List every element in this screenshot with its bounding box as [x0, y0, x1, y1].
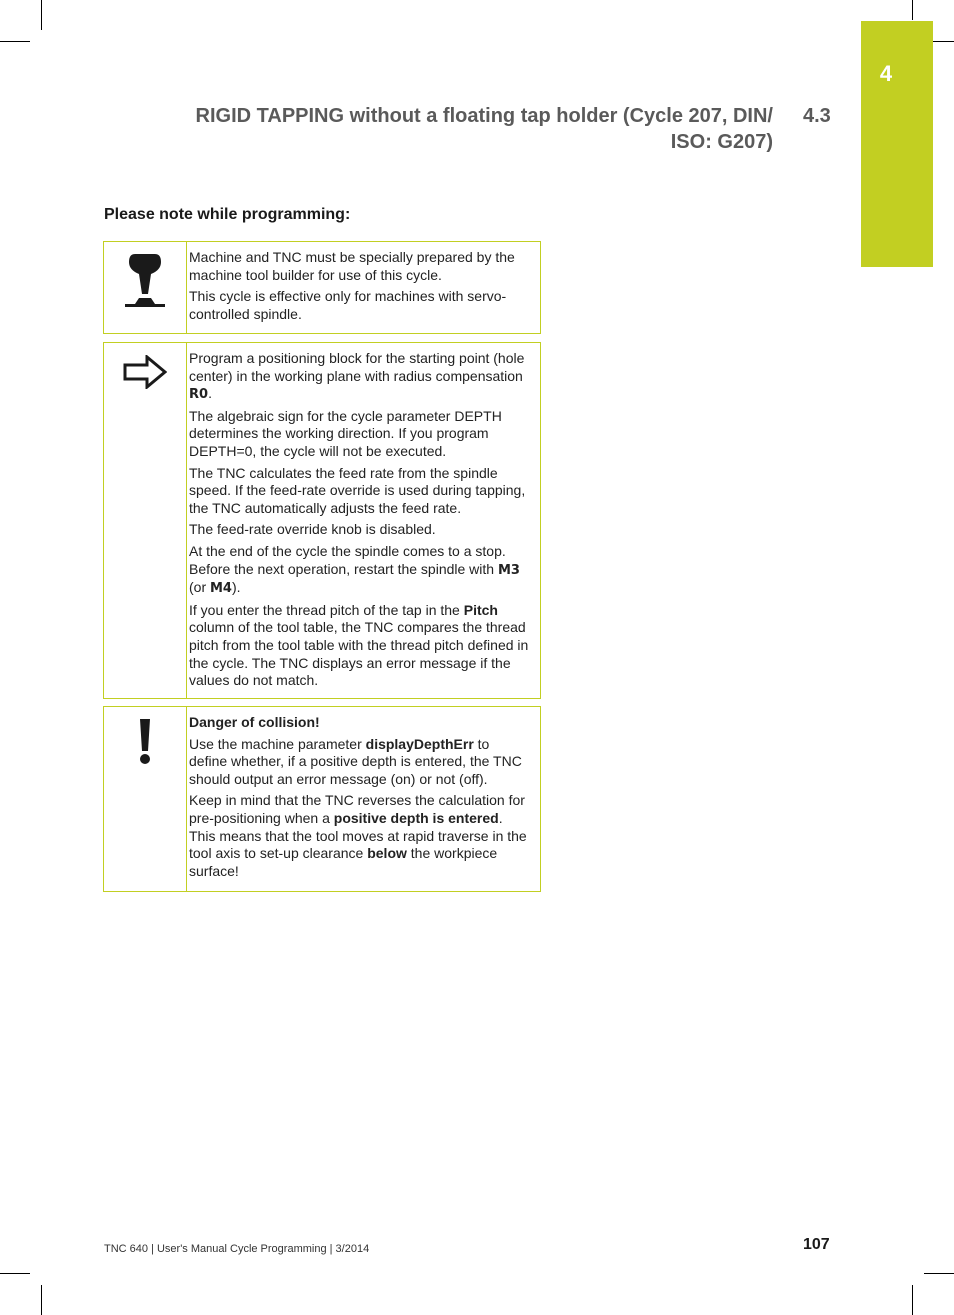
text-run: (or: [189, 579, 210, 596]
note-warning: [103, 706, 541, 892]
footer-text: TNC 640 | User's Manual Cycle Programming | 3/2014: [104, 1243, 370, 1255]
note-paragraph: This cycle is effective only for machines with servo-controlled spindle.: [189, 288, 507, 322]
code-m4: M4: [210, 581, 232, 597]
page-title-line-1: RIGID TAPPING without a floating tap holder (Cycle 207, DIN/: [195, 105, 773, 127]
note-info: [103, 342, 541, 699]
section-heading: Please note while programming:: [104, 206, 351, 223]
text-run: Keep in mind that the TNC reverses the calculation for pre-positioning when a: [189, 792, 525, 826]
text-run: column of the tool table, the TNC compares the thread pitch from the tool table with the thread pitch defined in the cycle. The TNC displays an error message if the values do not match.: [189, 619, 529, 689]
note-paragraph: The TNC calculates the feed rate from the spindle speed. If the feed-rate override is used during tapping, the TNC automatically adjusts the feed rate.: [189, 464, 526, 516]
chapter-number: 4: [879, 61, 893, 86]
page-title-line-2: ISO: G207): [670, 131, 773, 153]
chapter-tab: [861, 21, 933, 267]
crop-mark: [924, 1273, 954, 1274]
code-m3: M3: [497, 562, 520, 578]
note-paragraph: [189, 602, 530, 690]
text-run: . This means that the tool moves at rapid traverse in the tool axis to set-up clearance: [189, 809, 527, 862]
arrow-right-icon: [104, 355, 186, 389]
crop-mark: [0, 41, 30, 42]
warning-exclamation-icon: [104, 719, 186, 765]
bold-term: Pitch: [463, 601, 498, 618]
text-run: At the end of the cycle the spindle comes to a stop. Before the next operation, restart the spindle with: [189, 542, 506, 577]
note-paragraph: The algebraic sign for the cycle parameter DEPTH determines the working direction. If you program DEPTH=0, the cycle will not be executed.: [189, 407, 502, 459]
crop-mark: [912, 1285, 913, 1315]
note-paragraph: [189, 350, 530, 404]
note-machine: [103, 241, 541, 334]
crop-mark: [912, 0, 913, 20]
text-run: to define whether, if a positive depth is entered, the TNC should output an error message (on) or not (off).: [189, 735, 522, 787]
note-paragraph: [189, 543, 530, 598]
note-paragraph: The feed-rate override knob is disabled.: [189, 521, 436, 538]
text-run: the workpiece surface!: [189, 845, 498, 879]
note-paragraph: Machine and TNC must be specially prepared by the machine tool builder for use of this cycle.: [189, 249, 515, 283]
bold-term: positive depth is entered: [333, 809, 499, 826]
text-run: Program a positioning block for the starting point (hole center) in the working plane with radius compensation: [189, 350, 525, 384]
note-paragraph: [189, 736, 530, 789]
page-number: 107: [803, 1236, 830, 1253]
text-run: Use the machine parameter: [189, 735, 366, 752]
text-run: If you enter the thread pitch of the tap in the: [189, 601, 464, 618]
section-number: 4.3: [803, 105, 831, 127]
crop-mark: [0, 1273, 30, 1274]
bold-term: displayDepthErr: [365, 735, 474, 752]
crop-mark: [41, 0, 42, 30]
crop-mark: [41, 1285, 42, 1315]
text-run: ).: [231, 579, 241, 596]
bold-term: below: [367, 845, 407, 862]
warning-heading-text: Danger of collision!: [189, 714, 320, 730]
warning-heading: [189, 714, 530, 732]
page-title: [133, 103, 773, 155]
code-r0: R0: [189, 387, 209, 403]
note-paragraph: [189, 792, 530, 880]
machine-icon: [104, 252, 186, 308]
text-run: .: [208, 385, 212, 402]
